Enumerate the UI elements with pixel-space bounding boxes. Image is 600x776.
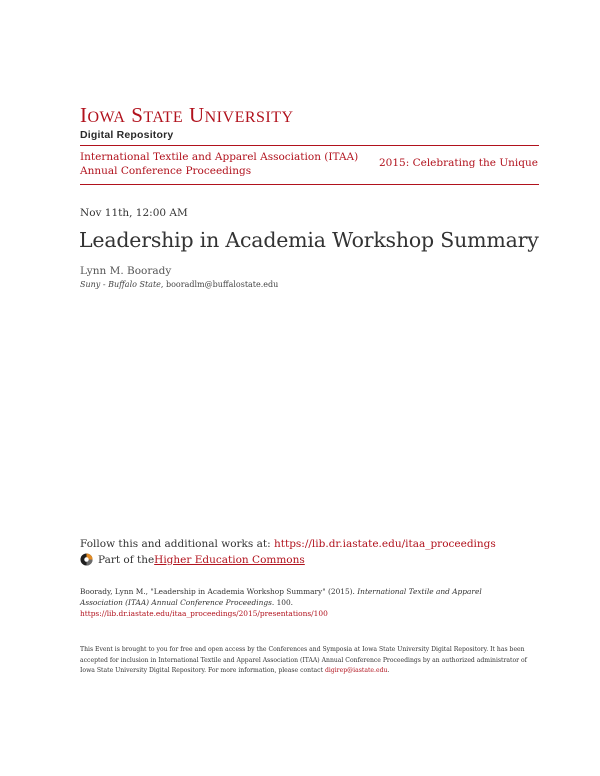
event-date: Nov 11th, 12:00 AM [80, 207, 188, 219]
series-link[interactable]: International Textile and Apparel Association (ITAA) Annual Conference Proceedings [80, 151, 359, 177]
part-of-line: Part of the Higher Education Commons [80, 553, 305, 566]
paper-title: Leadership in Academia Workshop Summary [79, 228, 539, 252]
citation-url-link[interactable]: https://lib.dr.iastate.edu/itaa_proceedings/2015/presentations/100 [80, 609, 328, 618]
affiliation-email: , booradlm@buffalostate.edu [160, 280, 279, 289]
author-name: Lynn M. Boorady [80, 265, 172, 277]
logo-subtitle: Digital Repository [80, 129, 174, 141]
author-affiliation [80, 280, 278, 289]
recommended-citation: Boorady, Lynn M., "Leadership in Academia Workshop Summary" (2015). International Textile and Apparel Association (ITAA) Annual Conference Proceedings. 100. https://lib.dr.iastate.edu/itaa_proceedings/2015/presentations/100 [80, 587, 482, 618]
commons-network-icon [80, 553, 93, 566]
logo-wordmark: IOWA STATE UNIVERSITY [80, 103, 294, 127]
university-logo [80, 104, 294, 141]
follow-line: Follow this and additional works at: https://lib.dr.iastate.edu/itaa_proceedings [80, 538, 496, 550]
higher-education-commons-link[interactable]: Higher Education Commons [154, 553, 305, 566]
issue-link[interactable]: 2015: Celebrating the Unique [378, 157, 538, 169]
header-rule-top [80, 145, 539, 146]
access-notice: This Event is brought to you for free and open access by the Conferences and Symposia at Iowa State University Digital Repository. It has been accepted for inclusion in International Textile and Apparel Association (ITAA) Annual Conference Proceedings by an authorized administrator of Iowa State University Digital Repository. For more information, please contact digirep@iastate.edu. [80, 646, 527, 674]
header-rule-bottom [80, 184, 539, 185]
affiliation-institution: Suny - Buffalo State [80, 280, 161, 289]
contact-email-link[interactable]: digirep@iastate.edu [324, 667, 388, 674]
follow-url-link[interactable]: https://lib.dr.iastate.edu/itaa_proceedings [274, 538, 496, 550]
